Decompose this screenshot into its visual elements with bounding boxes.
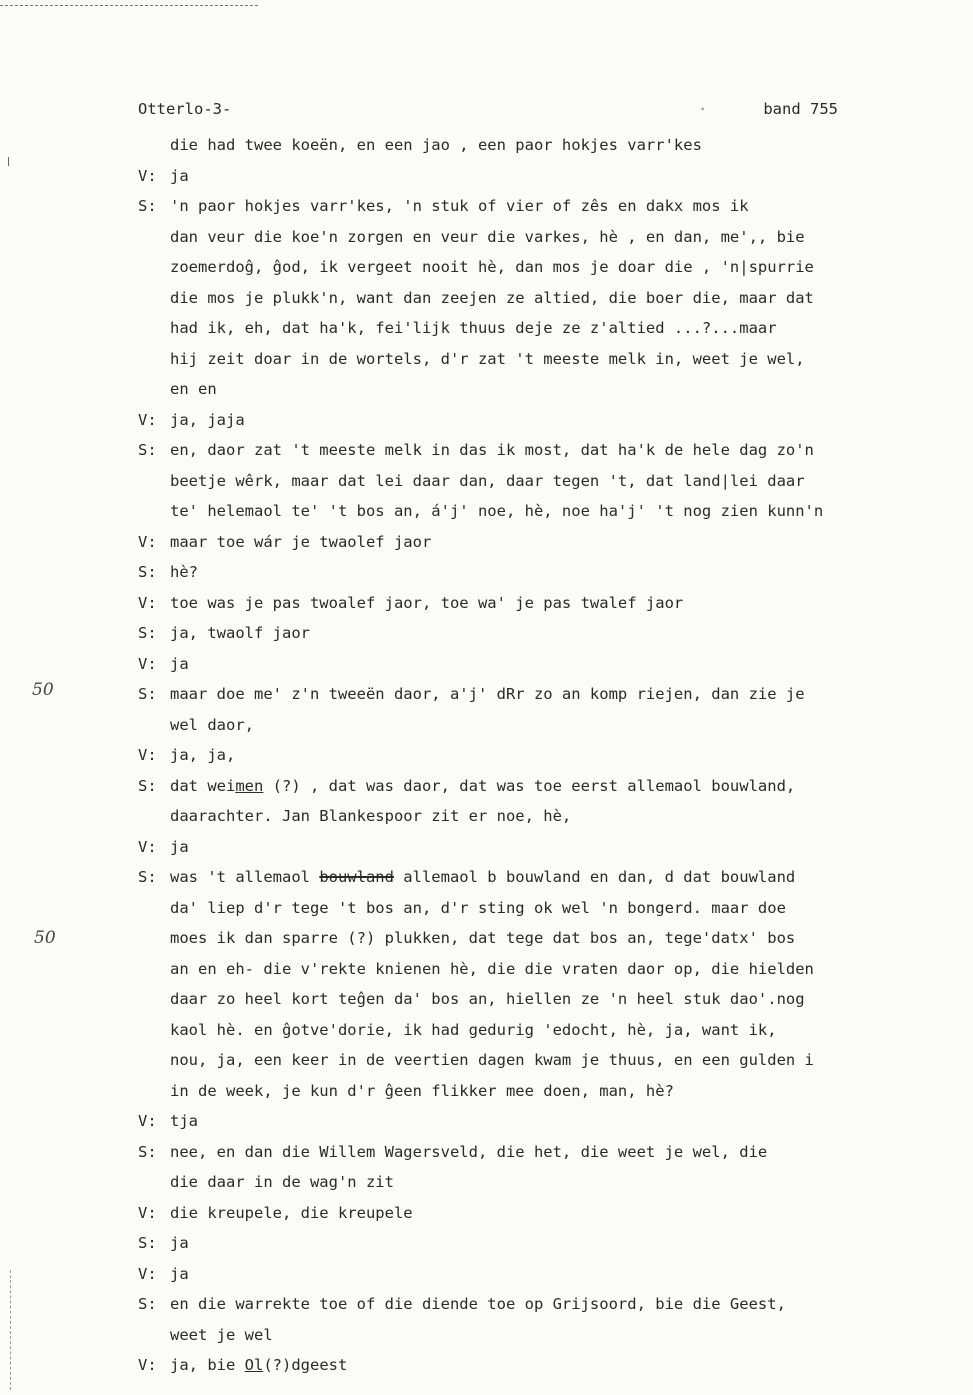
page-header bbox=[138, 100, 838, 126]
line-text: (?) , dat was daor, dat was toe eerst allemaol bouwland, bbox=[263, 776, 796, 795]
line-text: maar doe me' z'n tweeën daor, a'j' dRr zo an komp riejen, dan zie je bbox=[170, 685, 805, 703]
transcript-line bbox=[138, 832, 928, 863]
line-text: 'n paor hokjes varr'kes, 'n stuk of vier of zês en dakx mos ik bbox=[170, 197, 749, 215]
line-text: die had twee koeën, en een jao , een paor hokjes varr'kes bbox=[170, 136, 702, 154]
transcript-line bbox=[138, 344, 928, 375]
line-text: ja, ja, bbox=[170, 746, 236, 764]
transcript-line bbox=[138, 435, 928, 466]
transcript-line bbox=[138, 1106, 928, 1137]
transcript-line bbox=[138, 923, 928, 954]
line-text: an en eh- die v'rekte knienen hè, die die vraten daor op, die hielden bbox=[170, 959, 814, 978]
speaker-label: S: bbox=[138, 1142, 157, 1161]
line-text: die mos je plukk'n, want dan zeejen ze altied, die boer die, maar dat bbox=[170, 288, 814, 307]
line-text: en en bbox=[170, 380, 217, 398]
line-text: moes ik dan sparre (?) plukken, dat tege dat bos an, tege'datx' bos bbox=[170, 929, 796, 947]
speaker-label: S: bbox=[138, 776, 157, 795]
line-text: kaol hè. en ĝotve'dorie, ik had gedurig 'edocht, hè, ja, want ik, bbox=[170, 1020, 777, 1039]
speaker-label: S: bbox=[138, 197, 157, 215]
margin-note-50-second: 50 bbox=[34, 928, 56, 948]
transcript-line bbox=[138, 710, 928, 741]
line-text: was 't allemaol bbox=[170, 868, 320, 886]
line-text: ja bbox=[170, 837, 189, 856]
line-text: (?)dgeest bbox=[263, 1356, 348, 1374]
speaker-label: V: bbox=[138, 1264, 157, 1283]
line-text: en, daor zat 't meeste melk in das ik most, dat ha'k de hele dag zo'n bbox=[170, 441, 814, 459]
transcript-line bbox=[138, 954, 928, 985]
speaker-label: S: bbox=[138, 1295, 157, 1313]
line-text: ja, bie bbox=[170, 1356, 245, 1374]
speaker-label: S: bbox=[138, 441, 157, 459]
transcript-line bbox=[138, 1289, 928, 1320]
line-text: ja bbox=[170, 654, 189, 673]
transcript-line bbox=[138, 313, 928, 344]
line-text: nee, en dan die Willem Wagersveld, die het, die weet je wel, die bbox=[170, 1142, 768, 1161]
line-text: ja, jaja bbox=[170, 410, 245, 429]
header-title: Otterlo-3- bbox=[138, 100, 232, 118]
transcript-line bbox=[138, 1045, 928, 1076]
line-text: die kreupele, die kreupele bbox=[170, 1203, 413, 1222]
transcript-line bbox=[138, 771, 928, 802]
line-text: dan veur die koe'n zorgen en veur die varkes, hè , en dan, me',, bie bbox=[170, 227, 805, 246]
line-text: nou, ja, een keer in de veertien dagen kwam je thuus, en een gulden i bbox=[170, 1051, 814, 1069]
line-text: hè? bbox=[170, 563, 198, 581]
line-text: en die warrekte toe of die diende toe op Grijsoord, bie die Geest, bbox=[170, 1295, 786, 1313]
line-text: had ik, eh, dat ha'k, fei'lijk thuus deje ze z'altied ...?...maar bbox=[170, 319, 777, 337]
header-dot: · bbox=[698, 100, 708, 118]
line-text: allemaol b bouwland en dan, d dat bouwland bbox=[393, 868, 796, 886]
speaker-label: V: bbox=[138, 532, 157, 551]
transcript-line bbox=[138, 252, 928, 283]
transcript-line bbox=[138, 984, 928, 1015]
line-text: te' helemaol te' 't bos an, á'j' noe, hè, noe ha'j' 't nog zien kunn'n bbox=[170, 502, 824, 520]
speaker-label: V: bbox=[138, 1356, 157, 1374]
transcript-line bbox=[138, 557, 928, 588]
line-text: ja bbox=[170, 166, 189, 185]
transcript-line bbox=[138, 618, 928, 649]
transcript-line bbox=[138, 1076, 928, 1107]
transcript-line bbox=[138, 588, 928, 619]
line-text: wel daor, bbox=[170, 715, 254, 734]
margin-tick-mark bbox=[8, 157, 9, 166]
line-text: toe was je pas twoalef jaor, toe wa' je pas twalef jaor bbox=[170, 593, 684, 612]
transcript-line bbox=[138, 527, 928, 558]
speaker-label: V: bbox=[138, 746, 157, 764]
transcript-line bbox=[138, 1228, 928, 1259]
speaker-label: V: bbox=[138, 837, 157, 856]
transcript-line bbox=[138, 466, 928, 497]
line-text: ja, twaolf jaor bbox=[170, 624, 310, 642]
line-text: tja bbox=[170, 1112, 198, 1130]
line-text: weet je wel bbox=[170, 1325, 273, 1344]
transcript-line bbox=[138, 130, 928, 161]
transcript-line bbox=[138, 1015, 928, 1046]
line-text: dat wei bbox=[170, 776, 236, 795]
transcript-line bbox=[138, 191, 928, 222]
line-text: da' liep d'r tege 't bos an, d'r sting ok wel 'n bongerd. maar doe bbox=[170, 898, 786, 917]
transcript-line bbox=[138, 222, 928, 253]
line-text: in de week, je kun d'r ĝeen flikker mee doen, man, hè? bbox=[170, 1081, 674, 1100]
line-text: ja bbox=[170, 1234, 189, 1252]
transcript-line bbox=[138, 1137, 928, 1168]
transcript-line bbox=[138, 649, 928, 680]
speaker-label: V: bbox=[138, 593, 157, 612]
transcript-line bbox=[138, 161, 928, 192]
transcript-line bbox=[138, 893, 928, 924]
speaker-label: S: bbox=[138, 624, 157, 642]
line-text: zoemerdoĝ, ĝod, ik vergeet nooit hè, dan mos je doar die , 'n|spurrie bbox=[170, 258, 814, 276]
left-margin-dashed-rule bbox=[10, 1270, 11, 1390]
speaker-label: V: bbox=[138, 1112, 157, 1130]
line-text: bouwland bbox=[319, 868, 394, 886]
speaker-label: S: bbox=[138, 685, 157, 703]
transcript-body bbox=[138, 130, 928, 1381]
speaker-label: S: bbox=[138, 868, 157, 886]
transcript-line bbox=[138, 1320, 928, 1351]
speaker-label: V: bbox=[138, 166, 157, 185]
line-text: men bbox=[235, 776, 264, 795]
transcript-line bbox=[138, 374, 928, 405]
line-text: hij zeit doar in de wortels, d'r zat 't meeste melk in, weet je wel, bbox=[170, 349, 805, 368]
line-text: die daar in de wag'n zit bbox=[170, 1173, 394, 1191]
transcript-line bbox=[138, 740, 928, 771]
transcript-line bbox=[138, 679, 928, 710]
transcript-line bbox=[138, 1198, 928, 1229]
line-text: beetje wêrk, maar dat lei daar dan, daar tegen 't, dat land|lei daar bbox=[170, 471, 805, 490]
transcript-line bbox=[138, 862, 928, 893]
transcript-line bbox=[138, 1350, 928, 1381]
line-text: daarachter. Jan Blankespoor zit er noe, hè, bbox=[170, 807, 572, 825]
transcript-line bbox=[138, 283, 928, 314]
speaker-label: V: bbox=[138, 1203, 157, 1222]
speaker-label: V: bbox=[138, 410, 157, 429]
transcript-line bbox=[138, 496, 928, 527]
speaker-label: S: bbox=[138, 563, 157, 581]
speaker-label: S: bbox=[138, 1234, 157, 1252]
transcript-line bbox=[138, 405, 928, 436]
line-text: ja bbox=[170, 1264, 189, 1283]
line-text: daar zo heel kort teĝen da' bos an, hiellen ze 'n heel stuk dao'.nog bbox=[170, 990, 805, 1008]
margin-note-50-first: 50 bbox=[32, 680, 54, 700]
transcript-line bbox=[138, 1259, 928, 1290]
line-text: Ol bbox=[244, 1356, 264, 1374]
top-dashed-line bbox=[0, 5, 258, 6]
transcript-line bbox=[138, 1167, 928, 1198]
header-band-number: band 755 bbox=[763, 100, 838, 118]
speaker-label: V: bbox=[138, 654, 157, 673]
transcript-line bbox=[138, 801, 928, 832]
line-text: maar toe wár je twaolef jaor bbox=[170, 532, 432, 551]
